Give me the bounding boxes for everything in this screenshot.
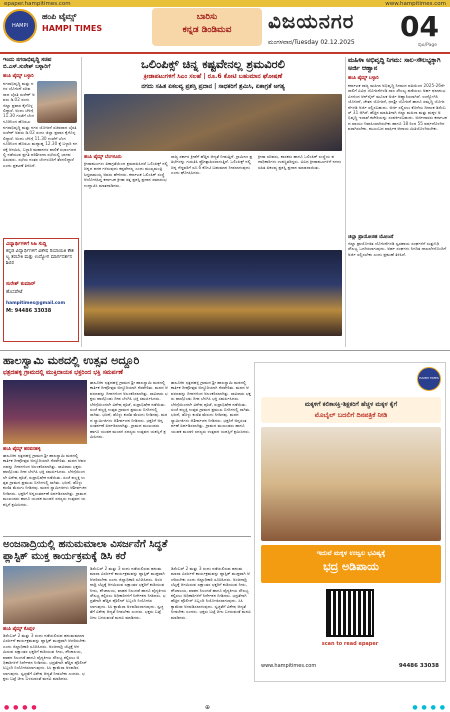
right-byline: ಹಂಪಿ ಟೈಮ್ಸ್ ಬಳ್ಳಾರಿ: [348, 76, 379, 81]
masthead-rule: [0, 52, 450, 54]
minister-portrait: [37, 81, 77, 123]
left-advert-box: [3, 238, 79, 342]
ad-banner-line-1: ಮಕ್ಕಳಿಗೆ ಕಲಿಕಾಸಕ್ತಿ-ಶಿಕ್ಷಕರಿಗೆ ಹೆಚ್ಚಳ ಮಕ್ಕಳ ಕೈಗೆ: [304, 401, 398, 408]
awards-ceremony-photo: [84, 94, 342, 151]
story2-headline: ಹಾಲಸ್ವಾಮಿ ಮಠದಲ್ಲಿ ಉತ್ಸವ ಅದ್ದೂರಿ: [3, 354, 140, 367]
hampi-times-logo: HAMPI: [3, 9, 37, 43]
story3-subhead: ಪ್ಲಾಸ್ಟಿಕ್ ಮುಕ್ತ ಕಾರ್ಯಕ್ರಮಕ್ಕೆ ಡಿಸಿ ಕರೆ: [3, 551, 126, 562]
left-ad-phone: M: 94486 33038: [6, 308, 52, 314]
ad-phone: 94486 33038: [398, 663, 439, 669]
lead-subhead-1: ಕ್ರೀಡಾಪಟುಗಳಿಗೆ ಸಿಎಂ ಸಲಹೆ | ರೂ.6 ಕೋಟಿ ಬಹುಮಾನ ಘೋಷಣೆ: [143, 73, 283, 80]
brand-english: HAMPI TIMES: [42, 24, 103, 33]
lead-body-3: ಕ್ರೀಡಾ ಸಚಿವರು, ಶಾಸಕರು ಹಾಗೂ ಒಲಿಂಪಿಕ್ ಸಂಸ್ಥೆಯ ಪದಾಧಿಕಾರಿಗಳು ಉಪಸ್ಥಿತರಿದ್ದರು. ವಿವಿಧ ಕ್ರೀಡಾಪಟುಗಳಿಗೆ ನಗದು ಸಹಿತ ಏಕಲವ್ಯ ಪ್ರಶಸ್ತಿ ಪ್ರದಾನ ಮಾಡಲಾಯಿತು.: [258, 154, 342, 170]
left-ad-email[interactable]: hampitimes@gmail.com: [6, 301, 66, 306]
left-byline: ಹಂಪಿ ಟೈಮ್ಸ್ ಬಳ್ಳಾರಿ: [3, 74, 34, 79]
promo-banner: [152, 8, 262, 46]
lead-body-2: ರಾಜ್ಯ ಸರ್ಕಾರ ಕ್ರೀಡೆಗೆ ಹೆಚ್ಚಿನ ಆದ್ಯತೆ ನೀಡುತ್ತಿದೆ. ಗ್ರಾಮೀಣ ಪ್ರತಿಭೆಗಳನ್ನು ಗುರುತಿಸಿ ಪ್ರೋತ್ಸಾಹಿಸಲಾಗುತ್ತಿದೆ. ಒಲಿಂಪಿಕ್ಸ್ ನಲ್ಲಿ ಚಿನ್ನ ಗೆದ್ದವರಿಗೆ ರೂ.6 ಕೋಟಿ ಬಹುಮಾನ ನೀಡಲಾಗುವುದು ಎಂದು ಘೋಷಿಸಿದರು.: [171, 154, 253, 176]
left-column-story: [3, 57, 79, 237]
column-divider-left: [81, 57, 82, 347]
left-headline: ಇಂದು ನಗರಾಭಿವೃದ್ಧಿ ಸಚಿವ ಬಿ.ಎಸ್.ಸುರೇಶ್ ಬಳ್ಳಾರಿಗೆ: [3, 57, 52, 70]
ad-slogan-2: ಭದ್ರ ಅಡಿಪಾಯ: [323, 560, 379, 573]
officials-meeting-photo: [3, 566, 87, 624]
story3-body-3: ಡಿಸೆಂಬರ್ 2 ಮತ್ತು 3 ರಂದು ನಡೆಯಲಿರುವ ಹನುಮಮಾಲಾ ವಿಸರ್ಜನೆ ಕಾರ್ಯಕ್ರಮವನ್ನು ಪ್ಲಾಸ್ಟಿಕ್ ಮುಕ್ತವಾಗಿ ಆಚರಿಸಬೇಕು ಎಂದು ಜಿಲ್ಲಾಧಿಕಾರಿ ಸೂಚಿಸಿದರು. ಅಂಜನಾದ್ರಿ ಬೆಟ್ಟಕ್ಕೆ ಆಗಮಿಸುವ ಲಕ್ಷಾಂತರ ಭಕ್ತರಿಗೆ ಕುಡಿಯುವ ನೀರು, ಶೌಚಾಲಯ, ವಾಹನ ನಿಲುಗಡೆ ಹಾಗೂ ವೈದ್ಯಕೀಯ ಸೌಲಭ್ಯ ಕಲ್ಪಿಸಲು ಅಧಿಕಾರಿಗಳಿಗೆ ನಿರ್ದೇಶನ ನೀಡಿದರು. ಭದ್ರತೆಗಾಗಿ ಹೆಚ್ಚಿನ ಪೊಲೀಸ್ ಸಿಬ್ಬಂದಿ ನಿಯೋಜಿಸಲಾಗುವುದು. ಸಿಸಿ ಕ್ಯಾಮೆರಾ ಅಳವಡಿಸಲಾಗುವುದು. ಸ್ವಚ್ಛತೆಗೆ ವಿಶೇಷ ಆದ್ಯತೆ ನೀಡಬೇಕು ಎಂದರು. ಭಕ್ತರು ಬಟ್ಟೆ ಚೀಲ ಬಳಸುವಂತೆ ಮನವಿ ಮಾಡಿದರು.: [171, 566, 251, 620]
left-body-2: ನಗರಾಭಿವೃದ್ಧಿ ಮತ್ತು ನಗರ ಯೋಜನೆ ಸಚಿವರಾದ ಬೈರತಿ ಸುರೇಶ್ ಅವರು ಡಿ.02 ರಂದು ಜಿಲ್ಲಾ ಪ್ರವಾಸ ಕೈಗೊಳ್ಳಲಿದ್ದಾರೆ. ಅಂದು ಬೆಳಿಗ್ಗೆ 11.30 ಗಂಟೆಗೆ ಬೆಂಗಳೂರಿನಿಂದ ಹೊರಟು ಮಧ್ಯಾಹ್ನ 12.30 ಕ್ಕೆ ಬಳ್ಳಾರಿ ನಗರಕ್ಕೆ ಆಗಮಿಸಿ, ಬಳ್ಳಾರಿ ಮಹಾನಗರ ಪಾಲಿಕೆ ಸಭಾಂಗಣದಲ್ಲಿ ನಡೆಯುವ ಪ್ರಗತಿ ಪರಿಶೀಲನಾ ಸಭೆಯಲ್ಲಿ ಭಾಗವಹಿಸುವರು. ಸಭೆಯ ನಂತರ ಬೆಂಗಳೂರಿಗೆ ತೆರಳಲಿದ್ದಾರೆ ಎಂದು ಪ್ರಕಟಣೆ ತಿಳಿಸಿದೆ.: [3, 125, 78, 168]
lead-subhead-2: ನಗದು ಸಹಿತ ಏಕಲವ್ಯ ಪ್ರಶಸ್ತಿ ಪ್ರದಾನ | ಸಾಧಕರಿಗೆ ಶ್ರಮಿಸಿ, ಏಕಾಗ್ರತೆ ಅಗತ್ಯ: [141, 83, 285, 90]
lead-story: [84, 57, 342, 347]
right-subhead: ಜಿಲ್ಲಾ ಪ್ರಾಯೋಜಿತ ಯೋಜನೆ: [348, 235, 394, 240]
section-rule-2: [3, 536, 251, 537]
story-halaswamy-math: [3, 354, 251, 534]
family-reading-photo: [261, 427, 441, 541]
right-body-1: ಕರ್ನಾಟಕ ರಾಜ್ಯ ಮಹಿಳಾ ಅಭಿವೃದ್ಧಿ ನಿಗಮದ ವತಿಯಿಂದ 2025-26ನೇ ಸಾಲಿಗೆ ವಿವಿಧ ಯೋಜನೆಗಳಡಿ ಸಾಲ ಸೌಲಭ್ಯ ಪಡೆಯಲು ಅರ್ಹ ಫಲಾನುಭವಿಗಳಿಂದ ಆನ್‌ಲೈನ್ ಮೂಲಕ ಅರ್ಜಿ ಆಹ್ವಾನಿಸಲಾಗಿದೆ. ಉದ್ಯೋಗಿನಿ ಯೋಜನೆ, ಚೇತನ ಯೋಜನೆ, ಧನಶ್ರೀ ಯೋಜನೆ ಹಾಗೂ ಸಮೃದ್ಧಿ ಯೋಜನೆಗಳಡಿ ಅರ್ಜಿ ಸಲ್ಲಿಸಬಹುದು. ಅರ್ಜಿ ಸಲ್ಲಿಸಲು ಕೊನೆಯ ದಿನಾಂಕ ಡಿಸೆಂಬರ್ 31 ಆಗಿದೆ. ಹೆಚ್ಚಿನ ಮಾಹಿತಿಗಾಗಿ ಜಿಲ್ಲಾ ಮಹಿಳಾ ಮತ್ತು ಮಕ್ಕಳ ಅಭಿವೃದ್ಧಿ ಇಲಾಖೆ ಕಚೇರಿಯನ್ನು ಸಂಪರ್ಕಿಸಬಹುದು. ಅರ್ಜಿದಾರರು ಕರ್ನಾಟಕದ ಖಾಯಂ ನಿವಾಸಿಯಾಗಿರಬೇಕು ಹಾಗೂ 18 ರಿಂದ 55 ವರ್ಷದೊಳಗಿನವರಾಗಿರಬೇಕು. ಕುಟುಂಬದ ವಾರ್ಷಿಕ ಆದಾಯ ಮಿತಿಯೊಳಗಿರಬೇಕು.: [348, 83, 447, 132]
qr-code[interactable]: [326, 589, 374, 637]
epaper-advertisement[interactable]: [254, 362, 446, 682]
promo-line-1: ಬಾರಿಸು: [196, 12, 218, 22]
lead-byline: ಹಂಪಿ ಟೈಮ್ಸ್ ಬೆಂಗಳೂರು: [84, 155, 122, 160]
left-ad-body: ಕನ್ನಡ ವಿದ್ಯಾರ್ಥಿಗಳಿಗೆ ವಿಶೇಷ ರಿಯಾಯಿತಿ ಕೌಶಲ್ಯ ತರಬೇತಿ ಮತ್ತು ಉದ್ಯೋಗ ಮಾರ್ಗದರ್ಶನ ಶಿಬಿರ: [6, 249, 74, 266]
story2-byline: ಹಂಪಿ ಟೈಮ್ಸ್ ಹರಪನಹಳ್ಳಿ: [3, 447, 41, 452]
story2-subhead: ಛತ್ರದಹಳ್ಳಿ ಗ್ರಾಮದಲ್ಲಿ ಮುಕ್ತಿದಾಯಕ ಭಕ್ತರಿಂದ ಭಕ್ತಿ ಸಮರ್ಪಣೆ: [3, 369, 123, 376]
lead-body-1: ಕ್ರೀಡಾಪಟುಗಳು ಏಕಾಗ್ರತೆಯಿಂದ ಶ್ರಮವಹಿಸಿದರೆ ಒಲಿಂಪಿಕ್ಸ್ ನಲ್ಲಿ ಚಿನ್ನದ ಪದಕ ಗಳಿಸುವುದು ಕಷ್ಟವೇನಲ್ಲ ಎಂದು ಮುಖ್ಯಮಂತ್ರಿ ಸಿದ್ದರಾಮಯ್ಯ ಅವರು ಹೇಳಿದರು. ಕರ್ನಾಟಕ ಒಲಿಂಪಿಕ್ ಸಂಸ್ಥೆ ಆಯೋಜಿಸಿದ್ದ ಕರ್ನಾಟಕ ಕ್ರೀಡಾ ರತ್ನ ಪ್ರಶಸ್ತಿ ಪ್ರದಾನ ಸಮಾರಂಭ ಉದ್ಘಾಟಿಸಿ ಮಾತನಾಡಿದರು.: [84, 161, 168, 188]
section-rule: [0, 350, 450, 351]
left-ad-title: ವಿದ್ಯಾರ್ಥಿಗಳಿಗೆ ಸಿಹಿ ಸುದ್ದಿ: [6, 241, 47, 247]
edition-city: ವಿಜಯನಗರ: [268, 9, 355, 33]
page-number: 04: [400, 10, 439, 43]
footer-registration-mark: ⊕: [205, 704, 212, 711]
story3-headline: ಅಂಜನಾದ್ರಿಯಲ್ಲಿ ಹನುಮಮಾಲಾ ವಿಸರ್ಜನೆಗೆ ಸಿದ್ಧತೆ: [3, 539, 168, 550]
ad-logo: HAMPI TIMES: [417, 367, 441, 391]
footer-dots-right: ● ● ● ●: [412, 704, 446, 711]
story2-body-1: ತಾಲೂಕಿನ ಛತ್ರದಹಳ್ಳಿ ಗ್ರಾಮದ ಶ್ರೀ ಹಾಲಸ್ವಾಮಿ ಮಠದಲ್ಲಿ ಕಾರ್ತಿಕ ದೀಪೋತ್ಸವ ಅದ್ದೂರಿಯಾಗಿ ನೆರವೇರಿತು. ಮಠದ ಆವರಣವನ್ನು ದೀಪಗಳಿಂದ ಅಲಂಕರಿಸಲಾಗಿತ್ತು. ಸಾವಿರಾರು ಭಕ್ತರು ಪಾಲ್ಗೊಂಡು ದೀಪ ಬೆಳಗಿಸಿ ಭಕ್ತಿ ಸಮರ್ಪಿಸಿದರು. ಬೆಳಿಗ್ಗೆಯಿಂದಲೇ ವಿಶೇಷ ಪೂಜೆ, ರುದ್ರಾಭಿಷೇಕ ನಡೆಯಿತು. ಸಂಜೆ ಪಲ್ಲಕ್ಕಿ ಉತ್ಸವ ಗ್ರಾಮದ ಪ್ರಮುಖ ಬೀದಿಗಳಲ್ಲಿ ಸಾಗಿತು. ಭಜನೆ, ಡೊಳ್ಳು ಕುಣಿತ ಮೆರುಗು ನೀಡಿದವು. ಮಠದ ಸ್ವಾಮೀಜಿಗಳು ಆಶೀರ್ವಚನ ನೀಡಿದರು. ಭಕ್ತರಿಗೆ ಅನ್ನಸಂತರ್ಪಣೆ ಏರ್ಪಡಿಸಲಾಗಿತ್ತು. ಗ್ರಾಮದ ಮುಖಂಡರು ಹಾಗೂ ಯುವಕ ಮಂಡಳಿ ಸದಸ್ಯರು ಉತ್ಸವದ ಯಶಸ್ಸಿಗೆ ಶ್ರಮಿಸಿದರು.: [3, 453, 87, 507]
ad-slogan-1: ಇದುವೆ ಮಕ್ಕಳ ಉಜ್ವಲ ಭವಿಷ್ಯಕ್ಕೆ: [316, 549, 386, 557]
story-anjanadri: [3, 539, 251, 699]
page-label: ಪುಟ/Page: [418, 43, 438, 48]
column-divider-right: [345, 57, 346, 347]
left-body-1: ನಗರಾಭಿವೃದ್ಧಿ ಮತ್ತು ನಗರ ಯೋಜನೆ ಸಚಿವರಾದ ಬೈರತಿ ಸುರೇಶ್ ಅವರು ಡಿ.02 ರಂದು ಜಿಲ್ಲಾ ಪ್ರವಾಸ ಕೈಗೊಳ್ಳಲಿದ್ದಾರೆ. ಅಂದು ಬೆಳಿಗ್ಗೆ 11.30 ಗಂಟೆಗೆ ಬೆಂಗಳೂರಿನಿಂದ ಹೊರಟು: [3, 81, 35, 123]
footer-dots-left: ● ● ● ●: [4, 704, 38, 711]
temple-lights-photo: [3, 380, 87, 444]
right-headline: ಮಹಿಳಾ ಅಭಿವೃದ್ಧಿ ನಿಗಮ: ಸಾಲ-ಸೌಲಭ್ಯಕ್ಕಾಗಿ ಅರ್ಜಿ ಆಹ್ವಾನ: [348, 57, 441, 72]
story3-byline: ಹಂಪಿ ಟೈಮ್ಸ್ ಕೊಪ್ಪಳ: [3, 627, 35, 632]
story2-body-3: ತಾಲೂಕಿನ ಛತ್ರದಹಳ್ಳಿ ಗ್ರಾಮದ ಶ್ರೀ ಹಾಲಸ್ವಾಮಿ ಮಠದಲ್ಲಿ ಕಾರ್ತಿಕ ದೀಪೋತ್ಸವ ಅದ್ದೂರಿಯಾಗಿ ನೆರವೇರಿತು. ಮಠದ ಆವರಣವನ್ನು ದೀಪಗಳಿಂದ ಅಲಂಕರಿಸಲಾಗಿತ್ತು. ಸಾವಿರಾರು ಭಕ್ತರು ಪಾಲ್ಗೊಂಡು ದೀಪ ಬೆಳಗಿಸಿ ಭಕ್ತಿ ಸಮರ್ಪಿಸಿದರು. ಬೆಳಿಗ್ಗೆಯಿಂದಲೇ ವಿಶೇಷ ಪೂಜೆ, ರುದ್ರಾಭಿಷೇಕ ನಡೆಯಿತು. ಸಂಜೆ ಪಲ್ಲಕ್ಕಿ ಉತ್ಸವ ಗ್ರಾಮದ ಪ್ರಮುಖ ಬೀದಿಗಳಲ್ಲಿ ಸಾಗಿತು. ಭಜನೆ, ಡೊಳ್ಳು ಕುಣಿತ ಮೆರುಗು ನೀಡಿದವು. ಮಠದ ಸ್ವಾಮೀಜಿಗಳು ಆಶೀರ್ವಚನ ನೀಡಿದರು. ಭಕ್ತರಿಗೆ ಅನ್ನಸಂತರ್ಪಣೆ ಏರ್ಪಡಿಸಲಾಗಿತ್ತು. ಗ್ರಾಮದ ಮುಖಂಡರು ಹಾಗೂ ಯುವಕ ಮಂಡಳಿ ಸದಸ್ಯರು ಉತ್ಸವದ ಯಶಸ್ಸಿಗೆ ಶ್ರಮಿಸಿದರು.: [171, 380, 251, 434]
dateline: ಮಂಗಳವಾರ/Tuesday 02.12.2025: [268, 39, 355, 46]
lead-headline: ಒಲಿಂಪಿಕ್ಸ್ ಚಿನ್ನ ಕಷ್ಟವೇನಲ್ಲ ಶ್ರಮವಿರಲಿ: [141, 57, 285, 71]
epaper-url[interactable]: epaper.hampitimes.com: [4, 1, 71, 7]
qr-label: scan to read epaper: [321, 641, 379, 647]
left-ad-place: ಹೊಸಪೇಟೆ: [6, 290, 23, 295]
story3-body-1: ಡಿಸೆಂಬರ್ 2 ಮತ್ತು 3 ರಂದು ನಡೆಯಲಿರುವ ಹನುಮಮಾಲಾ ವಿಸರ್ಜನೆ ಕಾರ್ಯಕ್ರಮವನ್ನು ಪ್ಲಾಸ್ಟಿಕ್ ಮುಕ್ತವಾಗಿ ಆಚರಿಸಬೇಕು ಎಂದು ಜಿಲ್ಲಾಧಿಕಾರಿ ಸೂಚಿಸಿದರು. ಅಂಜನಾದ್ರಿ ಬೆಟ್ಟಕ್ಕೆ ಆಗಮಿಸುವ ಲಕ್ಷಾಂತರ ಭಕ್ತರಿಗೆ ಕುಡಿಯುವ ನೀರು, ಶೌಚಾಲಯ, ವಾಹನ ನಿಲುಗಡೆ ಹಾಗೂ ವೈದ್ಯಕೀಯ ಸೌಲಭ್ಯ ಕಲ್ಪಿಸಲು ಅಧಿಕಾರಿಗಳಿಗೆ ನಿರ್ದೇಶನ ನೀಡಿದರು. ಭದ್ರತೆಗಾಗಿ ಹೆಚ್ಚಿನ ಪೊಲೀಸ್ ಸಿಬ್ಬಂದಿ ನಿಯೋಜಿಸಲಾಗುವುದು. ಸಿಸಿ ಕ್ಯಾಮೆರಾ ಅಳವಡಿಸಲಾಗುವುದು. ಸ್ವಚ್ಛತೆಗೆ ವಿಶೇಷ ಆದ್ಯತೆ ನೀಡಬೇಕು ಎಂದರು. ಭಕ್ತರು ಬಟ್ಟೆ ಚೀಲ ಬಳಸುವಂತೆ ಮನವಿ ಮಾಡಿದರು.: [3, 633, 87, 682]
promo-line-2: ಕನ್ನಡ ಡಿಂಡಿಮವ: [182, 25, 232, 35]
ad-banner-line-2: ಮೊಬೈಲ್ ಬದಲಿಗೆ ದಿನಪತ್ರಿಕೆ ನೀಡಿ: [314, 411, 388, 419]
website-url[interactable]: www.hampitimes.com: [385, 1, 446, 7]
left-ad-name: ಸುರೇಶ್ ಕುಮಾರ್: [6, 281, 36, 287]
story3-body-2: ಡಿಸೆಂಬರ್ 2 ಮತ್ತು 3 ರಂದು ನಡೆಯಲಿರುವ ಹನುಮಮಾಲಾ ವಿಸರ್ಜನೆ ಕಾರ್ಯಕ್ರಮವನ್ನು ಪ್ಲಾಸ್ಟಿಕ್ ಮುಕ್ತವಾಗಿ ಆಚರಿಸಬೇಕು ಎಂದು ಜಿಲ್ಲಾಧಿಕಾರಿ ಸೂಚಿಸಿದರು. ಅಂಜನಾದ್ರಿ ಬೆಟ್ಟಕ್ಕೆ ಆಗಮಿಸುವ ಲಕ್ಷಾಂತರ ಭಕ್ತರಿಗೆ ಕುಡಿಯುವ ನೀರು, ಶೌಚಾಲಯ, ವಾಹನ ನಿಲುಗಡೆ ಹಾಗೂ ವೈದ್ಯಕೀಯ ಸೌಲಭ್ಯ ಕಲ್ಪಿಸಲು ಅಧಿಕಾರಿಗಳಿಗೆ ನಿರ್ದೇಶನ ನೀಡಿದರು. ಭದ್ರತೆಗಾಗಿ ಹೆಚ್ಚಿನ ಪೊಲೀಸ್ ಸಿಬ್ಬಂದಿ ನಿಯೋಜಿಸಲಾಗುವುದು. ಸಿಸಿ ಕ್ಯಾಮೆರಾ ಅಳವಡಿಸಲಾಗುವುದು. ಸ್ವಚ್ಛತೆಗೆ ವಿಶೇಷ ಆದ್ಯತೆ ನೀಡಬೇಕು ಎಂದರು. ಭಕ್ತರು ಬಟ್ಟೆ ಚೀಲ ಬಳಸುವಂತೆ ಮನವಿ ಮಾಡಿದರು.: [90, 566, 167, 620]
right-body-2: ಜಿಲ್ಲಾ ಪ್ರಾಯೋಜಿತ ಯೋಜನೆಗಳಡಿ ಸ್ವಸಹಾಯ ಸಂಘಗಳಿಗೆ ಸುತ್ತುನಿಧಿ ಸೌಲಭ್ಯ ಒದಗಿಸಲಾಗುವುದು. ಅರ್ಹ ಸಂಘಗಳು ನಿಗದಿತ ದಾಖಲೆಗಳೊಂದಿಗೆ ಅರ್ಜಿ ಸಲ್ಲಿಸಬೇಕು ಎಂದು ಪ್ರಕಟಣೆ ತಿಳಿಸಿದೆ.: [348, 241, 447, 257]
stage-event-photo: [84, 250, 342, 336]
brand-kannada: ಹಂಪಿ ಟೈಮ್ಸ್: [42, 12, 77, 21]
right-column-story: [348, 57, 447, 347]
story2-body-2: ತಾಲೂಕಿನ ಛತ್ರದಹಳ್ಳಿ ಗ್ರಾಮದ ಶ್ರೀ ಹಾಲಸ್ವಾಮಿ ಮಠದಲ್ಲಿ ಕಾರ್ತಿಕ ದೀಪೋತ್ಸವ ಅದ್ದೂರಿಯಾಗಿ ನೆರವೇರಿತು. ಮಠದ ಆವರಣವನ್ನು ದೀಪಗಳಿಂದ ಅಲಂಕರಿಸಲಾಗಿತ್ತು. ಸಾವಿರಾರು ಭಕ್ತರು ಪಾಲ್ಗೊಂಡು ದೀಪ ಬೆಳಗಿಸಿ ಭಕ್ತಿ ಸಮರ್ಪಿಸಿದರು. ಬೆಳಿಗ್ಗೆಯಿಂದಲೇ ವಿಶೇಷ ಪೂಜೆ, ರುದ್ರಾಭಿಷೇಕ ನಡೆಯಿತು. ಸಂಜೆ ಪಲ್ಲಕ್ಕಿ ಉತ್ಸವ ಗ್ರಾಮದ ಪ್ರಮುಖ ಬೀದಿಗಳಲ್ಲಿ ಸಾಗಿತು. ಭಜನೆ, ಡೊಳ್ಳು ಕುಣಿತ ಮೆರುಗು ನೀಡಿದವು. ಮಠದ ಸ್ವಾಮೀಜಿಗಳು ಆಶೀರ್ವಚನ ನೀಡಿದರು. ಭಕ್ತರಿಗೆ ಅನ್ನಸಂತರ್ಪಣೆ ಏರ್ಪಡಿಸಲಾಗಿತ್ತು. ಗ್ರಾಮದ ಮುಖಂಡರು ಹಾಗೂ ಯುವಕ ಮಂಡಳಿ ಸದಸ್ಯರು ಉತ್ಸವದ ಯಶಸ್ಸಿಗೆ ಶ್ರಮಿಸಿದರು.: [90, 380, 168, 440]
ad-website[interactable]: www.hampitimes.com: [261, 663, 317, 669]
